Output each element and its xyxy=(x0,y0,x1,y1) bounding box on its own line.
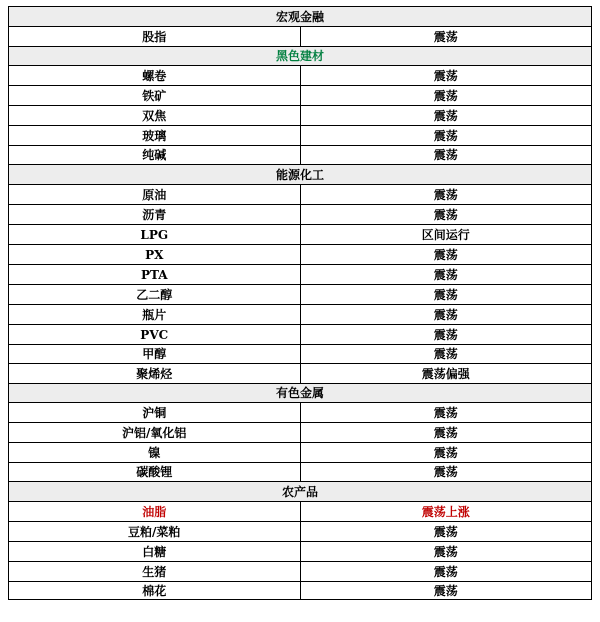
outlook-status: 区间运行 xyxy=(300,225,592,245)
table-row xyxy=(9,205,592,225)
commodity-name: 棉花 xyxy=(9,582,301,600)
section-header: 黑色建材 xyxy=(9,47,592,66)
table-row xyxy=(9,285,592,305)
commodity-name: 沪铜 xyxy=(9,403,301,423)
table-row xyxy=(9,522,592,542)
table-body xyxy=(9,7,592,600)
commodity-name: 碳酸锂 xyxy=(9,463,301,482)
table-row xyxy=(9,502,592,522)
outlook-status: 震荡 xyxy=(300,562,592,582)
commodity-name: 螺卷 xyxy=(9,66,301,86)
table-row xyxy=(9,86,592,106)
section-header: 能源化工 xyxy=(9,165,592,185)
commodity-name: 乙二醇 xyxy=(9,285,301,305)
section-header: 有色金属 xyxy=(9,384,592,403)
table-row xyxy=(9,126,592,146)
commodity-name: 白糖 xyxy=(9,542,301,562)
table-row xyxy=(9,562,592,582)
commodity-name: PX xyxy=(9,245,301,265)
outlook-status: 震荡 xyxy=(300,305,592,325)
commodity-name: 豆粕/菜粕 xyxy=(9,522,301,542)
section-header-row xyxy=(9,7,592,27)
section-header: 宏观金融 xyxy=(9,7,592,27)
table-row xyxy=(9,463,592,482)
section-header-row xyxy=(9,482,592,502)
outlook-status: 震荡 xyxy=(300,185,592,205)
outlook-status: 震荡 xyxy=(300,522,592,542)
outlook-status: 震荡 xyxy=(300,325,592,345)
outlook-status: 震荡 xyxy=(300,423,592,443)
commodity-name: 铁矿 xyxy=(9,86,301,106)
table-row xyxy=(9,443,592,463)
table-row xyxy=(9,364,592,384)
outlook-status: 震荡 xyxy=(300,146,592,165)
outlook-status: 震荡 xyxy=(300,443,592,463)
outlook-status: 震荡 xyxy=(300,345,592,364)
table-row xyxy=(9,245,592,265)
outlook-status: 震荡 xyxy=(300,265,592,285)
commodity-name: 镍 xyxy=(9,443,301,463)
outlook-status: 震荡 xyxy=(300,86,592,106)
market-outlook-table xyxy=(8,6,592,600)
outlook-status: 震荡偏强 xyxy=(300,364,592,384)
outlook-status: 震荡 xyxy=(300,245,592,265)
outlook-status: 震荡 xyxy=(300,66,592,86)
commodity-name: 甲醇 xyxy=(9,345,301,364)
outlook-status: 震荡 xyxy=(300,27,592,47)
outlook-status: 震荡 xyxy=(300,403,592,423)
table-row xyxy=(9,423,592,443)
table-row xyxy=(9,66,592,86)
commodity-name: LPG xyxy=(9,225,301,245)
commodity-name: 纯碱 xyxy=(9,146,301,165)
table-row xyxy=(9,345,592,364)
table-row xyxy=(9,27,592,47)
outlook-status: 震荡 xyxy=(300,106,592,126)
commodity-name: 沥青 xyxy=(9,205,301,225)
outlook-status: 震荡 xyxy=(300,126,592,146)
table-row xyxy=(9,265,592,285)
table-row xyxy=(9,305,592,325)
commodity-name: PVC xyxy=(9,325,301,345)
table-row xyxy=(9,582,592,600)
section-header-row xyxy=(9,47,592,66)
commodity-name: 沪铝/氧化铝 xyxy=(9,423,301,443)
commodity-name: 瓶片 xyxy=(9,305,301,325)
commodity-name: PTA xyxy=(9,265,301,285)
outlook-status: 震荡 xyxy=(300,205,592,225)
outlook-status: 震荡 xyxy=(300,582,592,600)
table-row xyxy=(9,225,592,245)
outlook-status: 震荡上涨 xyxy=(300,502,592,522)
section-header-row xyxy=(9,384,592,403)
commodity-name: 油脂 xyxy=(9,502,301,522)
table-row xyxy=(9,185,592,205)
table-row xyxy=(9,106,592,126)
commodity-name: 生猪 xyxy=(9,562,301,582)
table-row xyxy=(9,542,592,562)
commodity-name: 股指 xyxy=(9,27,301,47)
outlook-status: 震荡 xyxy=(300,463,592,482)
commodity-name: 双焦 xyxy=(9,106,301,126)
outlook-status: 震荡 xyxy=(300,542,592,562)
section-header: 农产品 xyxy=(9,482,592,502)
outlook-status: 震荡 xyxy=(300,285,592,305)
table-row xyxy=(9,403,592,423)
table-row xyxy=(9,146,592,165)
commodity-name: 原油 xyxy=(9,185,301,205)
section-header-row xyxy=(9,165,592,185)
table-row xyxy=(9,325,592,345)
commodity-name: 玻璃 xyxy=(9,126,301,146)
commodity-name: 聚烯烃 xyxy=(9,364,301,384)
